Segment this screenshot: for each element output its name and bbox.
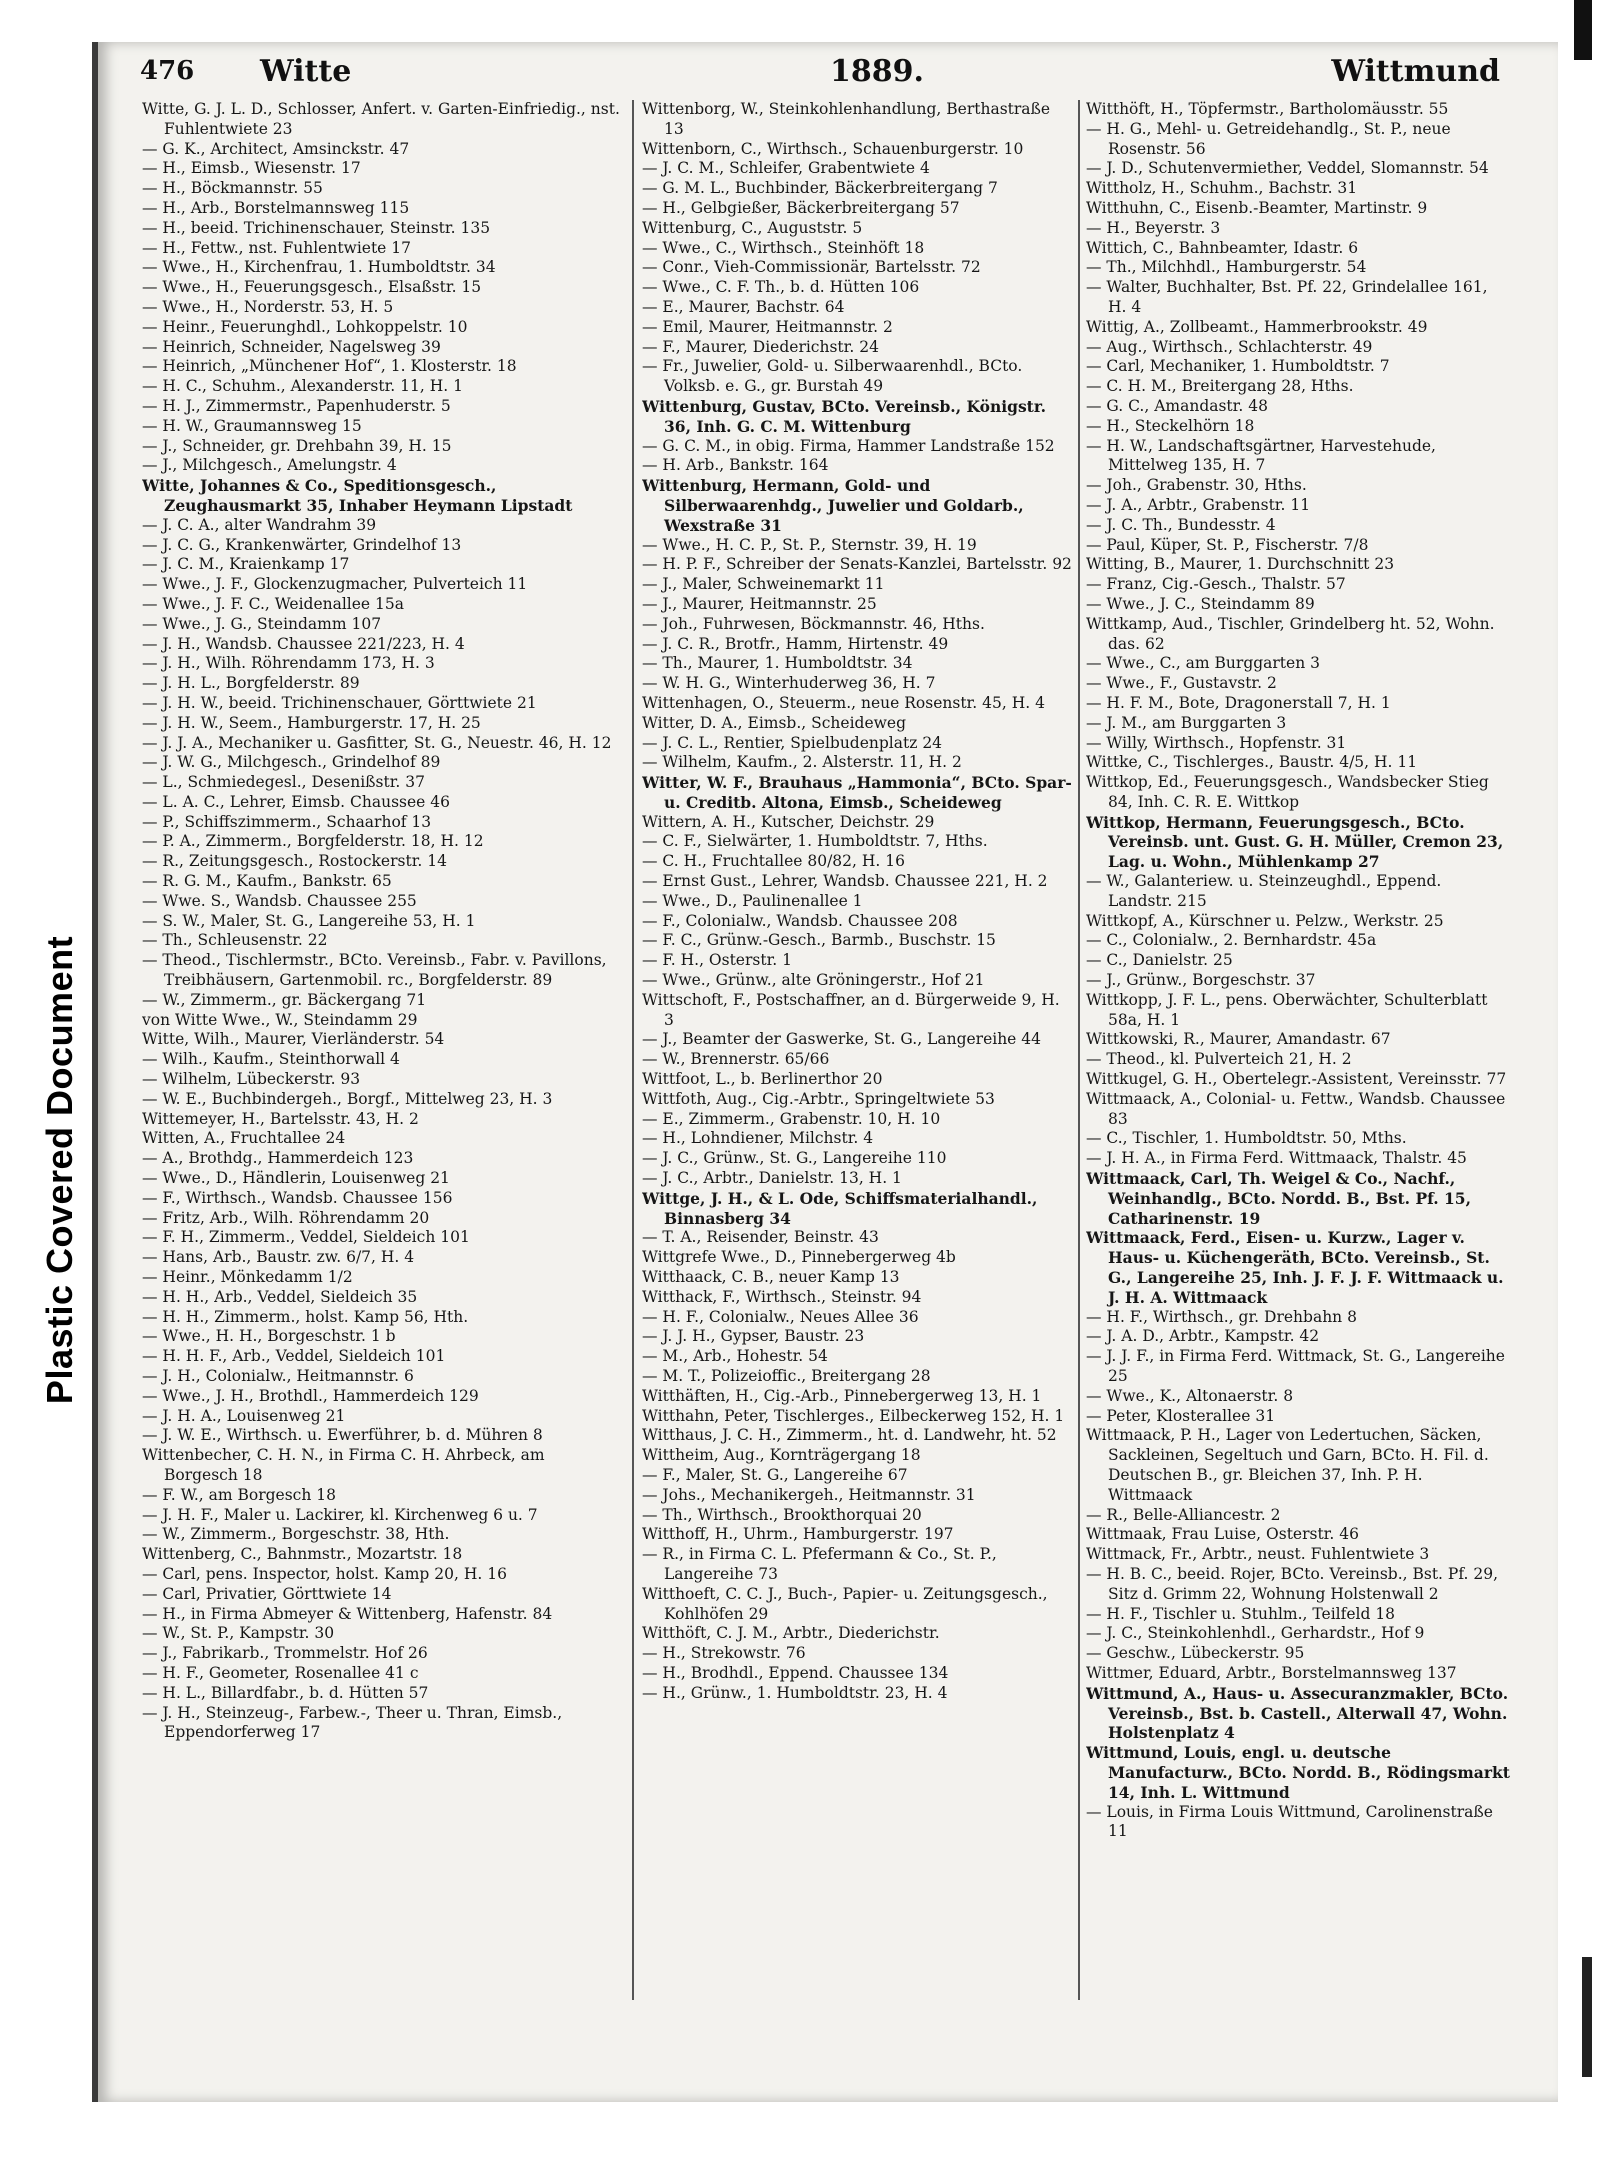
directory-entry: — F. C., Grünw.-Gesch., Barmb., Buschstr. 15 xyxy=(642,931,996,950)
directory-entry: — H. B. C., beeid. Rojer, BCto. Vereinsb., Bst. Pf. 29, Sitz d. Grimm 22, Wohnung Holstenwall 2 xyxy=(1086,1564,1499,1603)
side-label-text: Plastic Covered Document xyxy=(39,935,80,1405)
directory-entry: — Wwe., D., Paulinenallee 1 xyxy=(642,891,863,910)
directory-entry: — Conr., Vieh-Commissionär, Bartelsstr. 72 xyxy=(642,258,981,277)
directory-entry: Wittmaack, A., Colonial- u. Fettw., Wandsb. Chaussee 83 xyxy=(1086,1089,1506,1128)
directory-entry: Witthaus, J. C. H., Zimmerm., ht. d. Landwehr, ht. 52 xyxy=(642,1426,1057,1445)
directory-entry: — Heinr., Feuerunghdl., Lohkoppelstr. 10 xyxy=(142,317,468,336)
directory-entry: Wittke, C., Tischlerges., Baustr. 4/5, H. 11 xyxy=(1086,753,1418,772)
directory-entry: — W., Brennerstr. 65/66 xyxy=(642,1050,830,1069)
directory-entry: — J. J. A., Mechaniker u. Gasfitter, St. G., Neuestr. 46, H. 12 xyxy=(142,733,612,752)
directory-entry: — J. C., Steinkohlenhdl., Gerhardstr., Hof 9 xyxy=(1086,1624,1425,1643)
directory-entry: Wittenborg, W., Steinkohlenhandlung, Berthastraße 13 xyxy=(642,100,1051,138)
directory-entry: — C. H. M., Breitergang 28, Hths. xyxy=(1086,377,1354,396)
directory-entry: — F., Wirthsch., Wandsb. Chaussee 156 xyxy=(142,1188,453,1207)
directory-entry: Witthaack, C. B., neuer Kamp 13 xyxy=(642,1268,900,1287)
directory-entry: — C., Colonialw., 2. Bernhardstr. 45a xyxy=(1086,931,1377,950)
directory-entry: — J. C. Th., Bundesstr. 4 xyxy=(1086,515,1276,534)
directory-entry: — H. W., Landschaftsgärtner, Harvestehude, Mittelweg 135, H. 7 xyxy=(1086,436,1436,475)
directory-entry: — J. H. A., in Firma Ferd. Wittmaack, Thalstr. 45 xyxy=(1086,1149,1467,1168)
directory-entry: — Hans, Arb., Baustr. zw. 6/7, H. 4 xyxy=(142,1248,415,1267)
directory-entry: — Wwe., J. F., Glockenzugmacher, Pulverteich 11 xyxy=(142,575,528,594)
directory-entry: Witthack, F., Wirthsch., Steinstr. 94 xyxy=(642,1287,922,1306)
directory-entry: — Carl, Privatier, Görttwiete 14 xyxy=(142,1584,392,1603)
directory-entry: — Paul, Küper, St. P., Fischerstr. 7/8 xyxy=(1086,535,1369,554)
directory-entry: — E., Zimmerm., Grabenstr. 10, H. 10 xyxy=(642,1109,941,1128)
directory-columns xyxy=(142,100,1510,2000)
directory-entry: — J. A. D., Arbtr., Kampstr. 42 xyxy=(1086,1327,1320,1346)
directory-entry: Wittenburg, C., Auguststr. 5 xyxy=(642,218,863,237)
directory-entry: — J. D., Schutenvermiether, Veddel, Slomannstr. 54 xyxy=(1086,159,1489,178)
header-right-keyword: Wittmund xyxy=(1331,54,1500,89)
directory-entry: — F. H., Zimmerm., Veddel, Sieldeich 101 xyxy=(142,1228,470,1247)
directory-entry: Wittkopf, A., Kürschner u. Pelzw., Werkstr. 25 xyxy=(1086,911,1444,930)
directory-entry: — Peter, Klosterallee 31 xyxy=(1086,1406,1276,1425)
directory-entry: Wittheim, Aug., Kornträgergang 18 xyxy=(642,1446,921,1465)
directory-entry: — Wwe., C., am Burggarten 3 xyxy=(1086,654,1320,673)
directory-entry: — J. C. L., Rentier, Spielbudenplatz 24 xyxy=(642,733,943,752)
directory-entry: — C., Danielstr. 25 xyxy=(1086,951,1233,970)
directory-entry: Wittgrefe Wwe., D., Pinnebergerweg 4b xyxy=(642,1248,956,1267)
directory-entry: — H. W., Graumannsweg 15 xyxy=(142,416,362,435)
directory-entry: — H., Grünw., 1. Humboldtstr. 23, H. 4 xyxy=(642,1683,948,1702)
directory-entry: Witte, Johannes & Co., Speditionsgesch., Zeughausmarkt 35, Inhaber Heymann Lipstadt xyxy=(142,476,573,515)
directory-entry: — Wwe., Grünw., alte Gröningerstr., Hof 21 xyxy=(642,971,985,990)
directory-entry: — H. F., Colonialw., Neues Allee 36 xyxy=(642,1307,919,1326)
directory-entry: — Wwe., J. H., Brothdl., Hammerdeich 129 xyxy=(142,1386,479,1405)
directory-entry: — G. C. M., in obig. Firma, Hammer Landstraße 152 xyxy=(642,436,1055,455)
directory-entry: — J., Schneider, gr. Drehbahn 39, H. 15 xyxy=(142,436,452,455)
directory-entry: — R. G. M., Kaufm., Bankstr. 65 xyxy=(142,872,392,891)
directory-entry: Wittenborn, C., Wirthsch., Schauenburgerstr. 10 xyxy=(642,139,1024,158)
directory-entry: — Wwe., C., Wirthsch., Steinhöft 18 xyxy=(642,238,925,257)
directory-entry: Witten, A., Fruchtallee 24 xyxy=(142,1129,346,1148)
directory-entry: — J. H. W., beeid. Trichinenschauer, Görttwiete 21 xyxy=(142,693,537,712)
directory-entry: von Witte Wwe., W., Steindamm 29 xyxy=(142,1010,418,1029)
directory-entry: — Wwe., H., Norderstr. 53, H. 5 xyxy=(142,297,394,316)
directory-entry: — W., Zimmerm., Borgeschstr. 38, Hth. xyxy=(142,1525,450,1544)
directory-entry: Wittig, A., Zollbeamt., Hammerbrookstr. 49 xyxy=(1086,317,1428,336)
directory-entry: — J., Grünw., Borgeschstr. 37 xyxy=(1086,971,1316,990)
directory-entry: Wittenbecher, C. H. N., in Firma C. H. Ahrbeck, am Borgesch 18 xyxy=(142,1446,545,1484)
directory-entry: — H., beeid. Trichinenschauer, Steinstr. 135 xyxy=(142,218,491,237)
directory-entry: — Carl, Mechaniker, 1. Humboldtstr. 7 xyxy=(1086,357,1390,376)
directory-entry: — Wwe., J. G., Steindamm 107 xyxy=(142,614,382,633)
directory-entry: — H. P. F., Schreiber der Senats-Kanzlei, Bartelsstr. 92 xyxy=(642,555,1072,574)
directory-entry: — H. H., Arb., Veddel, Sieldeich 35 xyxy=(142,1287,418,1306)
directory-entry: — P. A., Zimmerm., Borgfelderstr. 18, H. 12 xyxy=(142,832,484,851)
directory-entry: Wittfoth, Aug., Cig.-Arbtr., Springeltwiete 53 xyxy=(642,1089,995,1108)
directory-entry: — J. H. A., Louisenweg 21 xyxy=(142,1406,346,1425)
directory-entry: — J. W. G., Milchgesch., Grindelhof 89 xyxy=(142,753,441,772)
directory-entry: — H. F., Geometer, Rosenallee 41 c xyxy=(142,1663,419,1682)
directory-entry: — P., Schiffszimmerm., Schaarhof 13 xyxy=(142,812,432,831)
directory-entry: — F., Colonialw., Wandsb. Chaussee 208 xyxy=(642,911,958,930)
directory-entry: — J. C. M., Kraienkamp 17 xyxy=(142,555,350,574)
directory-entry: — G. C., Amandastr. 48 xyxy=(1086,396,1268,415)
directory-entry: — H., Arb., Borstelmannsweg 115 xyxy=(142,198,410,217)
directory-entry: Witte, G. J. L. D., Schlosser, Anfert. v. Garten-Einfriedig., nst. Fuhlentwiete 23 xyxy=(142,100,620,138)
directory-entry: Wittemeyer, H., Bartelsstr. 43, H. 2 xyxy=(142,1109,419,1128)
page-number: 476 xyxy=(140,56,195,86)
directory-entry: Wittmaack, P. H., Lager von Ledertuchen, Säcken, Sackleinen, Segeltuch und Garn, BCto. H. Fil. d. Deutschen B., gr. Bleichen 37, Inh. P. H. Wittmaack xyxy=(1086,1426,1489,1504)
directory-entry: — Franz, Cig.-Gesch., Thalstr. 57 xyxy=(1086,575,1346,594)
directory-entry: — L. A. C., Lehrer, Eimsb. Chaussee 46 xyxy=(142,792,450,811)
directory-entry: — H., Strekowstr. 76 xyxy=(642,1644,806,1663)
header-left-keyword: Witte xyxy=(260,54,352,89)
directory-entry: — J., Maler, Schweinemarkt 11 xyxy=(642,575,885,594)
directory-entry: Wittenburg, Gustav, BCto. Vereinsb., Königstr. 36, Inh. G. C. M. Wittenburg xyxy=(642,396,1046,436)
directory-entry: Witte, Wilh., Maurer, Vierländerstr. 54 xyxy=(142,1030,445,1049)
directory-entry: — Wwe., F., Gustavstr. 2 xyxy=(1086,674,1277,693)
directory-entry: — H. Arb., Bankstr. 164 xyxy=(642,456,829,475)
directory-entry: — J. H. F., Maler u. Lackirer, kl. Kirchenweg 6 u. 7 xyxy=(142,1505,538,1524)
directory-entry: — Fr., Juwelier, Gold- u. Silberwaarenhdl., BCto. Volksb. e. G., gr. Burstah 49 xyxy=(642,357,1023,396)
directory-entry: Witthoeft, C. C. J., Buch-, Papier- u. Zeitungsgesch., Kohlhöfen 29 xyxy=(642,1584,1048,1623)
directory-entry: — Carl, pens. Inspector, holst. Kamp 20, H. 16 xyxy=(142,1564,507,1583)
directory-entry: — H. C., Schuhm., Alexanderstr. 11, H. 1 xyxy=(142,377,463,396)
directory-entry: — Heinrich, Schneider, Nagelsweg 39 xyxy=(142,337,441,356)
directory-entry: — Wwe., K., Altonaerstr. 8 xyxy=(1086,1386,1294,1405)
directory-entry: — G. M. L., Buchbinder, Bäckerbreitergang 7 xyxy=(642,179,998,198)
directory-entry: — H. G., Mehl- u. Getreidehandlg., St. P., neue Rosenstr. 56 xyxy=(1086,119,1451,158)
directory-entry: Wittmund, A., Haus- u. Assecuranzmakler, BCto. Vereinsb., Bst. b. Castell., Alterwall 47, Wohn. Holstenplatz 4 xyxy=(1086,1683,1509,1743)
directory-entry: — H., Eimsb., Wiesenstr. 17 xyxy=(142,159,361,178)
directory-entry: — Heinrich, „Münchener Hof“, 1. Klosterstr. 18 xyxy=(142,357,517,376)
directory-entry: — F., Maler, St. G., Langereihe 67 xyxy=(642,1465,908,1484)
directory-entry: Witthäften, H., Cig.-Arb., Pinnebergerweg 13, H. 1 xyxy=(642,1386,1042,1405)
directory-entry: — Wilh., Kaufm., Steinthorwall 4 xyxy=(142,1050,400,1069)
directory-entry: — J., Maurer, Heitmannstr. 25 xyxy=(642,594,877,613)
directory-entry: — J., Fabrikarb., Trommelstr. Hof 26 xyxy=(142,1644,428,1663)
directory-entry: Wittge, J. H., & L. Ode, Schiffsmaterialhandl., Binnasberg 34 xyxy=(642,1188,1038,1228)
directory-entry: — Wwe., J. F. C., Weidenallee 15a xyxy=(142,594,404,613)
directory-entry: — J. H., Steinzeug-, Farbew.-, Theer u. Thran, Eimsb., Eppendorferweg 17 xyxy=(142,1703,563,1742)
scanner-side-label xyxy=(20,720,100,1620)
directory-entry: — Wwe., D., Händlerin, Louisenweg 21 xyxy=(142,1169,450,1188)
directory-entry: — Th., Milchhdl., Hamburgerstr. 54 xyxy=(1086,258,1367,277)
column-3 xyxy=(1086,100,1510,2000)
directory-entry: — J. C. M., Schleifer, Grabentwiete 4 xyxy=(642,159,930,178)
directory-entry: — Willy, Wirthsch., Hopfenstr. 31 xyxy=(1086,733,1347,752)
directory-entry: — Th., Schleusenstr. 22 xyxy=(142,931,328,950)
directory-entry: — Johs., Mechanikergeh., Heitmannstr. 31 xyxy=(642,1485,976,1504)
directory-entry: — J. J. H., Gypser, Baustr. 23 xyxy=(642,1327,865,1346)
directory-entry: Wittschoft, F., Postschaffner, an d. Bürgerweide 9, H. 3 xyxy=(642,990,1060,1029)
directory-entry: — J., Milchgesch., Amelungstr. 4 xyxy=(142,456,397,475)
directory-entry: — J. C. A., alter Wandrahm 39 xyxy=(142,515,377,534)
directory-entry: — Emil, Maurer, Heitmannstr. 2 xyxy=(642,317,893,336)
directory-entry: Wittkugel, G. H., Obertelegr.-Assistent, Vereinsstr. 77 xyxy=(1086,1070,1507,1089)
column-2 xyxy=(642,100,1072,2000)
scan-edge-mark-top xyxy=(1574,0,1592,60)
directory-entry: Witter, W. F., Brauhaus „Hammonia“, BCto. Spar- u. Creditb. Altona, Eimsb., Scheideweg xyxy=(642,773,1072,812)
directory-entry: — C. F., Sielwärter, 1. Humboldtstr. 7, Hths. xyxy=(642,832,988,851)
directory-entry: — Geschw., Lübeckerstr. 95 xyxy=(1086,1644,1305,1663)
directory-entry: — Wilhelm, Kaufm., 2. Alsterstr. 11, H. 2 xyxy=(642,753,962,772)
scan-edge-mark-bottom xyxy=(1582,1957,1592,2077)
directory-entry: — Wwe. S., Wandsb. Chaussee 255 xyxy=(142,891,417,910)
directory-entry: — Louis, in Firma Louis Wittmund, Carolinenstraße 11 xyxy=(1086,1802,1493,1841)
directory-entry: — H. F. M., Bote, Dragonerstall 7, H. 1 xyxy=(1086,693,1391,712)
directory-entry: — H. J., Zimmermstr., Papenhuderstr. 5 xyxy=(142,396,451,415)
directory-entry: Wittkopp, J. F. L., pens. Oberwächter, Schulterblatt 58a, H. 1 xyxy=(1086,990,1488,1029)
directory-entry: — H., Lohndiener, Milchstr. 4 xyxy=(642,1129,874,1148)
directory-entry: — Fritz, Arb., Wilh. Röhrendamm 20 xyxy=(142,1208,430,1227)
directory-entry: — J. C. R., Brotfr., Hamm, Hirtenstr. 49 xyxy=(642,634,949,653)
directory-entry: Wittmaack, Carl, Th. Weigel & Co., Nachf., Weinhandlg., BCto. Nordd. B., Bst. Pf. 15, Catharinenstr. 19 xyxy=(1086,1169,1471,1228)
directory-entry: — Wwe., H., Feuerungsgesch., Elsaßstr. 15 xyxy=(142,278,482,297)
directory-entry: — Wwe., H., Kirchenfrau, 1. Humboldtstr. 34 xyxy=(142,258,496,277)
directory-entry: Witthöft, H., Töpfermstr., Bartholomäusstr. 55 xyxy=(1086,100,1449,118)
directory-entry: — T. A., Reisender, Beinstr. 43 xyxy=(642,1228,879,1247)
directory-entry: — S. W., Maler, St. G., Langereihe 53, H. 1 xyxy=(142,911,476,930)
directory-entry: — H. F., Tischler u. Stuhlm., Teilfeld 18 xyxy=(1086,1604,1396,1623)
directory-entry: — C., Tischler, 1. Humboldtstr. 50, Mths. xyxy=(1086,1129,1407,1148)
directory-entry: — H. H. F., Arb., Veddel, Sieldeich 101 xyxy=(142,1347,446,1366)
directory-entry: Wittern, A. H., Kutscher, Deichstr. 29 xyxy=(642,812,935,831)
directory-entry: Wittkamp, Aud., Tischler, Grindelberg ht. 52, Wohn. das. 62 xyxy=(1086,614,1495,653)
directory-entry: Wittenberg, C., Bahnmstr., Mozartstr. 18 xyxy=(142,1545,463,1564)
scan-right-edge xyxy=(1562,0,1600,2177)
directory-entry: — Aug., Wirthsch., Schlachterstr. 49 xyxy=(1086,337,1373,356)
directory-entry: — H., Gelbgießer, Bäckerbreitergang 57 xyxy=(642,198,960,217)
header-year: 1889. xyxy=(830,54,924,89)
directory-entry: Witthoff, H., Uhrm., Hamburgerstr. 197 xyxy=(642,1525,954,1544)
directory-entry: — L., Schmiedegesl., Desenißstr. 37 xyxy=(142,773,425,792)
directory-entry: — C. H., Fruchtallee 80/82, H. 16 xyxy=(642,852,905,871)
directory-entry: — J. H. L., Borgfelderstr. 89 xyxy=(142,674,360,693)
directory-entry: — J. M., am Burggarten 3 xyxy=(1086,713,1287,732)
directory-entry: — Wwe., H. H., Borgeschstr. 1 b xyxy=(142,1327,396,1346)
directory-entry: — J. H., Colonialw., Heitmannstr. 6 xyxy=(142,1367,414,1385)
directory-entry: Wittkop, Ed., Feuerungsgesch., Wandsbecker Stieg 84, Inh. C. R. E. Wittkop xyxy=(1086,773,1489,811)
directory-entry: — J. C., Grünw., St. G., Langereihe 110 xyxy=(642,1149,947,1168)
directory-entry: — Th., Maurer, 1. Humboldtstr. 34 xyxy=(642,654,913,673)
directory-entry: — F. H., Osterstr. 1 xyxy=(642,951,792,970)
directory-entry: — Wwe., C. F. Th., b. d. Hütten 106 xyxy=(642,278,920,297)
directory-entry: — H. F., Wirthsch., gr. Drehbahn 8 xyxy=(1086,1307,1357,1326)
directory-entry: Wittenhagen, O., Steuerm., neue Rosenstr. 45, H. 4 xyxy=(642,693,1045,712)
directory-entry: — W. E., Buchbindergeh., Borgf., Mittelweg 23, H. 3 xyxy=(142,1089,553,1108)
directory-entry: — Walter, Buchhalter, Bst. Pf. 22, Grindelallee 161, H. 4 xyxy=(1086,278,1488,316)
directory-entry: Witting, B., Maurer, 1. Durchschnitt 23 xyxy=(1086,555,1395,574)
directory-entry: — Theod., kl. Pulverteich 21, H. 2 xyxy=(1086,1050,1352,1069)
directory-entry: — R., Zeitungsgesch., Rostockerstr. 14 xyxy=(142,852,447,871)
directory-entry: — F., Maurer, Diederichstr. 24 xyxy=(642,337,879,356)
directory-entry: — H., Steckelhörn 18 xyxy=(1086,416,1255,435)
directory-entry: — F. W., am Borgesch 18 xyxy=(142,1485,336,1504)
directory-entry: Wittenburg, Hermann, Gold- und Silberwaarenhdg., Juwelier und Goldarb., Wexstraße 31 xyxy=(642,476,1024,535)
directory-entry: — J. C., Arbtr., Danielstr. 13, H. 1 xyxy=(642,1169,902,1188)
directory-entry: — Heinr., Mönkedamm 1/2 xyxy=(142,1268,353,1287)
directory-entry: Witthuhn, C., Eisenb.-Beamter, Martinstr. 9 xyxy=(1086,198,1428,217)
directory-entry: — J. H. W., Seem., Hamburgerstr. 17, H. 25 xyxy=(142,713,481,732)
directory-entry: Wittkop, Hermann, Feuerungsgesch., BCto. Vereinsb. unt. Gust. G. H. Müller, Cremon 23, Lag. u. Wohn., Mühlenkamp 27 xyxy=(1086,812,1504,872)
directory-entry: Wittmaak, Frau Luise, Osterstr. 46 xyxy=(1086,1525,1359,1544)
column-divider-2 xyxy=(1078,100,1080,2000)
directory-entry: — W., Galanteriew. u. Steinzeughdl., Eppend. Landstr. 215 xyxy=(1086,872,1442,910)
directory-entry: — J. J. F., in Firma Ferd. Wittmack, St. G., Langereihe 25 xyxy=(1086,1347,1505,1385)
directory-entry: — Theod., Tischlermstr., BCto. Vereinsb., Fabr. v. Pavillons, Treibhäusern, Gartenmobil. rc., Borgfelderstr. 89 xyxy=(142,951,607,990)
directory-entry: Witthahn, Peter, Tischlerges., Eilbeckerweg 152, H. 1 xyxy=(642,1406,1065,1425)
directory-entry: Wittmer, Eduard, Arbtr., Borstelmannsweg 137 xyxy=(1086,1663,1457,1682)
column-1 xyxy=(142,100,622,2000)
directory-entry: — J. C. G., Krankenwärter, Grindelhof 13 xyxy=(142,535,462,554)
directory-entry: Witter, D. A., Eimsb., Scheideweg xyxy=(642,713,907,732)
directory-entry: — Joh., Grabenstr. 30, Hths. xyxy=(1086,476,1307,495)
directory-entry: Wittkowski, R., Maurer, Amandastr. 67 xyxy=(1086,1030,1391,1049)
directory-entry: — Wwe., H. C. P., St. P., Sternstr. 39, H. 19 xyxy=(642,535,977,554)
directory-entry: Wittmund, Louis, engl. u. deutsche Manufacturw., BCto. Nordd. B., Rödingsmarkt 14, Inh. L. Wittmund xyxy=(1086,1743,1510,1802)
directory-entry: — Ernst Gust., Lehrer, Wandsb. Chaussee 221, H. 2 xyxy=(642,872,1048,891)
column-divider-1 xyxy=(632,100,634,2000)
directory-entry: — Wwe., J. C., Steindamm 89 xyxy=(1086,594,1315,613)
directory-entry: Witthöft, C. J. M., Arbtr., Diederichstr. xyxy=(642,1624,940,1643)
directory-entry: — R., Belle-Alliancestr. 2 xyxy=(1086,1505,1281,1524)
directory-entry: — R., in Firma C. L. Pfefermann & Co., St. P., Langereihe 73 xyxy=(642,1545,997,1583)
directory-entry: — J., Beamter der Gaswerke, St. G., Langereihe 44 xyxy=(642,1030,1042,1049)
directory-entry: — H., Brodhdl., Eppend. Chaussee 134 xyxy=(642,1663,949,1682)
directory-entry: Wittholz, H., Schuhm., Bachstr. 31 xyxy=(1086,179,1358,198)
directory-entry: — W., Zimmerm., gr. Bäckergang 71 xyxy=(142,990,427,1009)
directory-entry: — M., Arb., Hohestr. 54 xyxy=(642,1347,828,1366)
directory-entry: — Th., Wirthsch., Brookthorquai 20 xyxy=(642,1505,922,1524)
directory-entry: — W. H. G., Winterhuderweg 36, H. 7 xyxy=(642,674,936,693)
directory-entry: — J. H., Wandsb. Chaussee 221/223, H. 4 xyxy=(142,634,465,653)
directory-entry: Wittmaack, Ferd., Eisen- u. Kurzw., Lager v. Haus- u. Küchengeräth, BCto. Vereinsb., St. G., Langereihe 25, Inh. J. F. J. F. Wittmaack u. J. H. A. Wittmaack xyxy=(1086,1228,1504,1307)
directory-entry: — W., St. P., Kampstr. 30 xyxy=(142,1624,335,1643)
directory-entry: Wittich, C., Bahnbeamter, Idastr. 6 xyxy=(1086,238,1359,257)
directory-entry: — J. H., Wilh. Röhrendamm 173, H. 3 xyxy=(142,654,435,673)
directory-entry: — H. H., Zimmerm., holst. Kamp 56, Hth. xyxy=(142,1307,469,1326)
directory-entry: — Wilhelm, Lübeckerstr. 93 xyxy=(142,1070,361,1089)
directory-entry: — M. T., Polizeioffic., Breitergang 28 xyxy=(642,1367,931,1385)
directory-entry: Wittmack, Fr., Arbtr., neust. Fuhlentwiete 3 xyxy=(1086,1545,1430,1564)
directory-entry: — G. K., Architect, Amsinckstr. 47 xyxy=(142,139,410,158)
directory-entry: Wittfoot, L., b. Berlinerthor 20 xyxy=(642,1070,883,1089)
directory-entry: — H., in Firma Abmeyer & Wittenberg, Hafenstr. 84 xyxy=(142,1604,553,1623)
page-header xyxy=(140,50,1560,100)
directory-entry: — E., Maurer, Bachstr. 64 xyxy=(642,297,845,316)
directory-entry: — H. L., Billardfabr., b. d. Hütten 57 xyxy=(142,1683,429,1702)
directory-entry: — H., Beyerstr. 3 xyxy=(1086,218,1221,237)
directory-entry: — Joh., Fuhrwesen, Böckmannstr. 46, Hths. xyxy=(642,614,985,633)
directory-entry: — H., Böckmannstr. 55 xyxy=(142,179,323,198)
directory-entry: — J. A., Arbtr., Grabenstr. 11 xyxy=(1086,495,1311,514)
directory-entry: — H., Fettw., nst. Fuhlentwiete 17 xyxy=(142,238,412,257)
directory-entry: — J. W. E., Wirthsch. u. Ewerführer, b. d. Mühren 8 xyxy=(142,1426,543,1445)
directory-entry: — A., Brothdg., Hammerdeich 123 xyxy=(142,1149,414,1168)
